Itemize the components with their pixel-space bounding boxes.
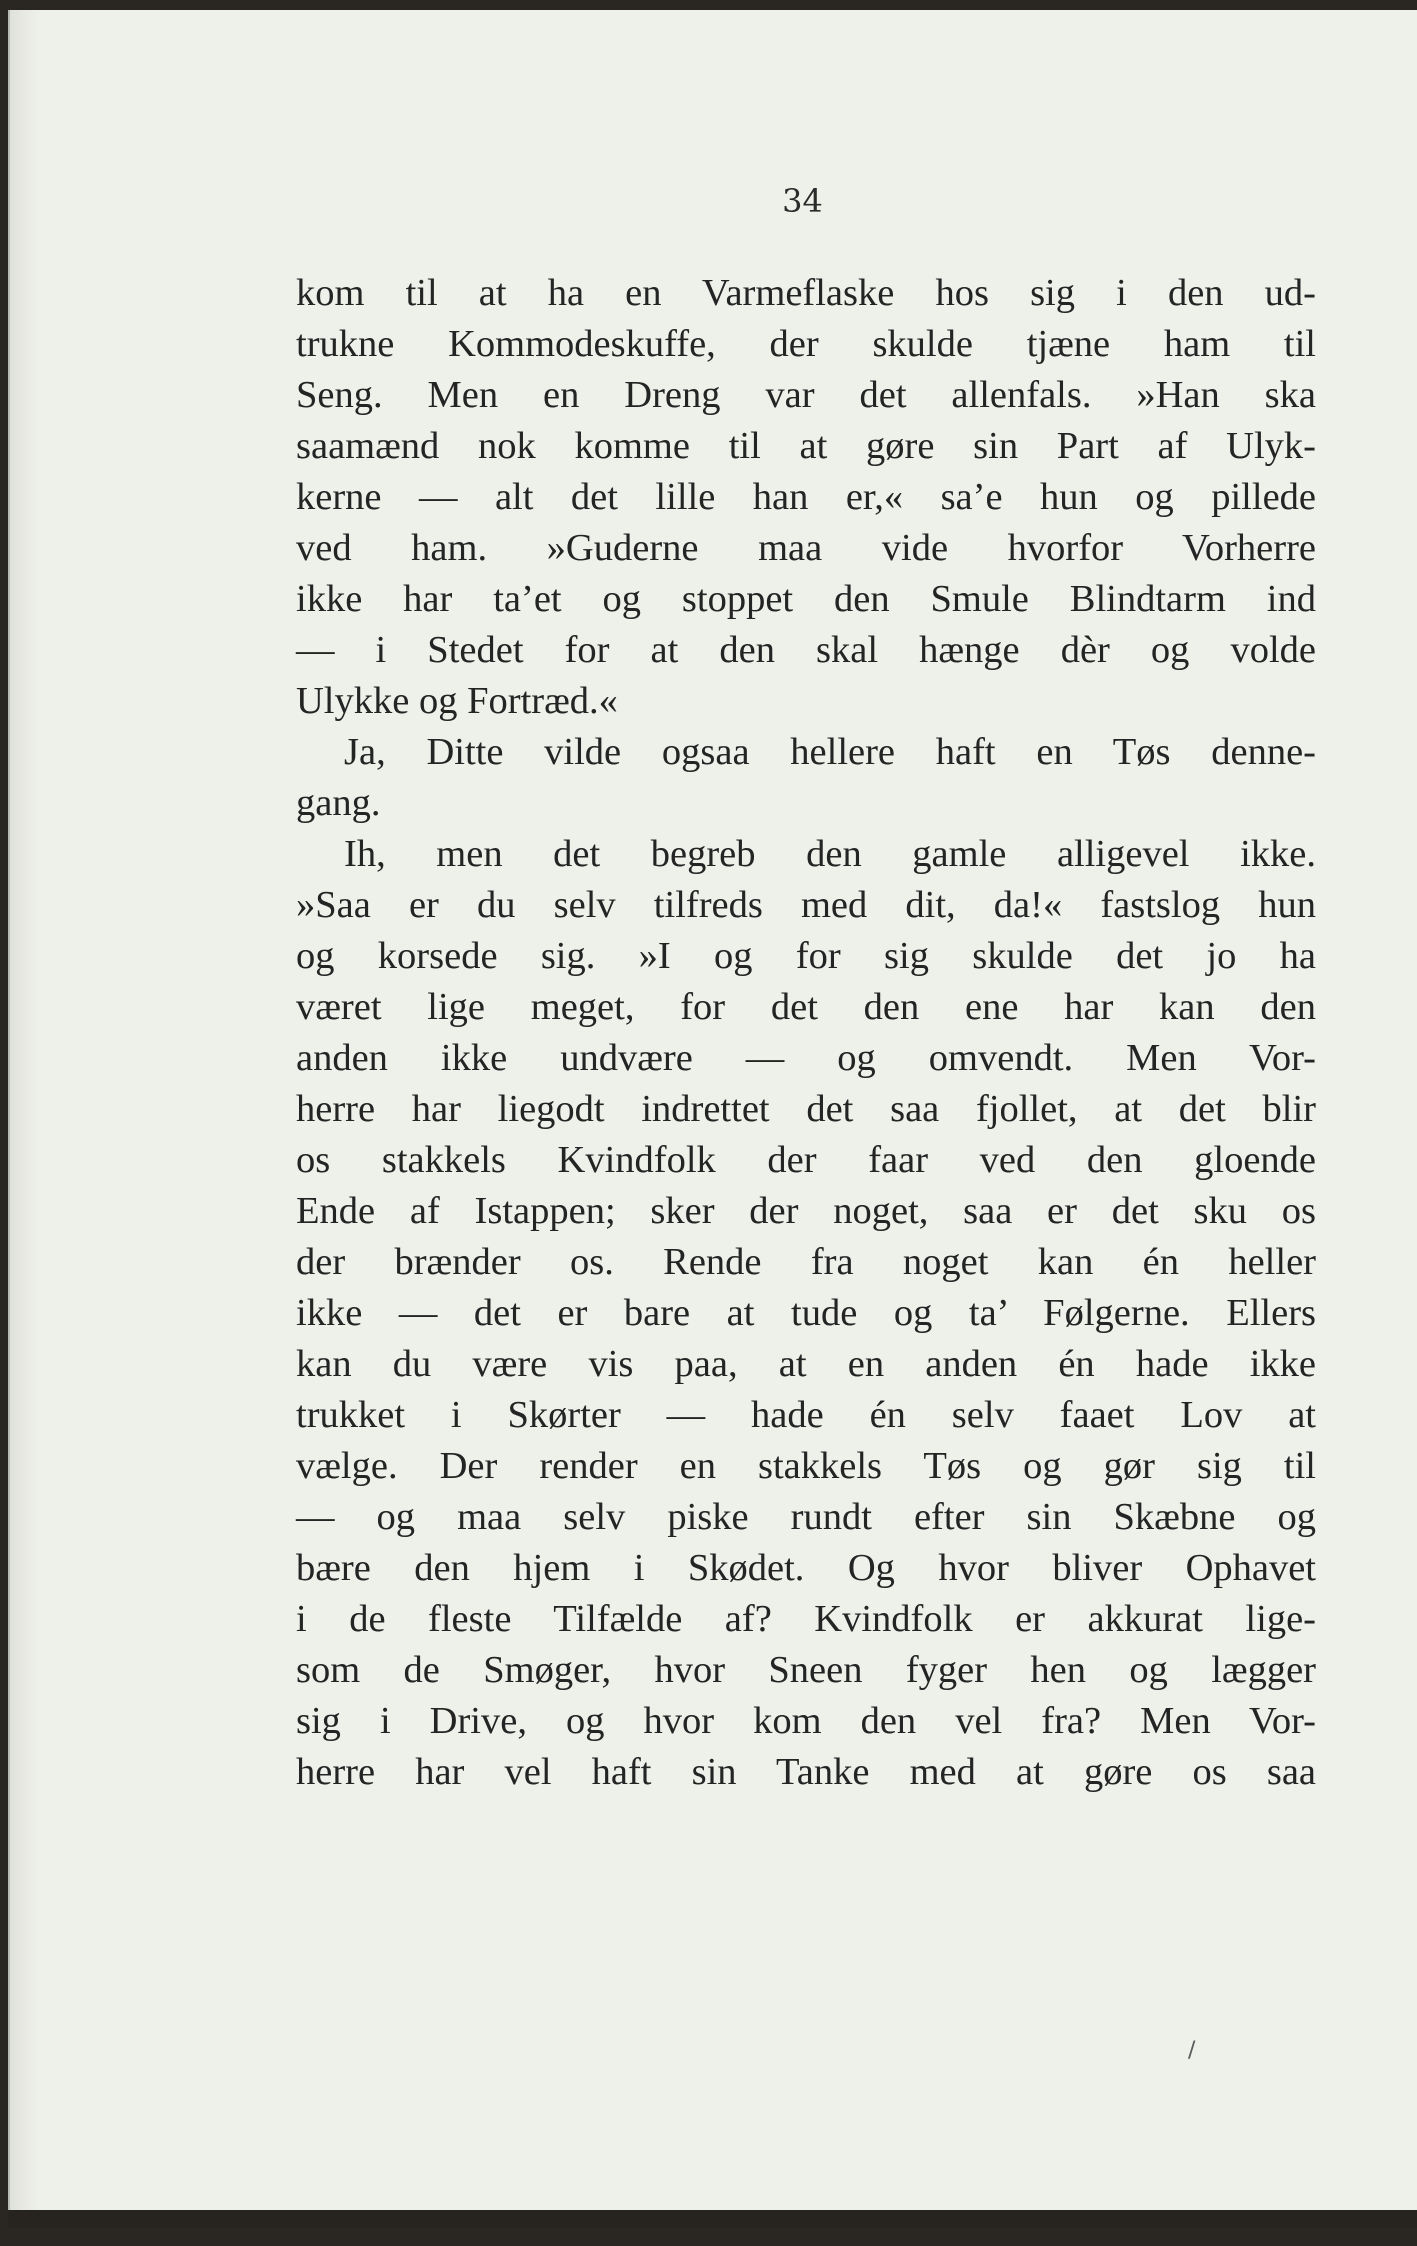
text-line: — i Stedet for at den skal hænge dèr og volde — [296, 629, 1316, 671]
text-line: ikke — det er bare at tude og ta’ Følgerne. Ellers — [296, 1292, 1316, 1334]
text-line: i de fleste Tilfælde af? Kvindfolk er akkurat lige- — [296, 1598, 1316, 1640]
text-line: herre har liegodt indrettet det saa fjollet, at det blir — [296, 1088, 1316, 1130]
text-line: Ih, men det begreb den gamle alligevel ikke. — [344, 833, 1316, 875]
text-line: som de Smøger, hvor Sneen fyger hen og lægger — [296, 1649, 1316, 1691]
text-line: og korsede sig. »I og for sig skulde det jo ha — [296, 935, 1316, 977]
text-line: ved ham. »Guderne maa vide hvorfor Vorherre — [296, 527, 1316, 569]
text-line: kom til at ha en Varmeflaske hos sig i den ud- — [296, 272, 1316, 314]
text-line: kan du være vis paa, at en anden én hade ikke — [296, 1343, 1316, 1385]
text-line: sig i Drive, og hvor kom den vel fra? Men Vor- — [296, 1700, 1316, 1742]
book-page — [8, 10, 1417, 2228]
text-line: anden ikke undvære — og omvendt. Men Vor- — [296, 1037, 1316, 1079]
text-line: Ulykke og Fortræd.« — [296, 680, 618, 722]
text-line: der brænder os. Rende fra noget kan én heller — [296, 1241, 1316, 1283]
page-binding-edge — [8, 10, 40, 2228]
pencil-mark: / — [1188, 2038, 1196, 2063]
text-line: Ende af Istappen; sker der noget, saa er det sku os — [296, 1190, 1316, 1232]
text-line: været lige meget, for det den ene har kan den — [296, 986, 1316, 1028]
text-line: — og maa selv piske rundt efter sin Skæbne og — [296, 1496, 1316, 1538]
text-line: saamænd nok komme til at gøre sin Part af Ulyk- — [296, 425, 1316, 467]
text-line: gang. — [296, 782, 381, 824]
text-line: trukket i Skørter — hade én selv faaet Lov at — [296, 1394, 1316, 1436]
text-line: vælge. Der render en stakkels Tøs og gør sig til — [296, 1445, 1316, 1487]
text-line: herre har vel haft sin Tanke med at gøre os saa — [296, 1751, 1316, 1793]
text-line: trukne Kommodeskuffe, der skulde tjæne ham til — [296, 323, 1316, 365]
text-line: Ja, Ditte vilde ogsaa hellere haft en Tøs denne- — [344, 731, 1316, 773]
text-line: bære den hjem i Skødet. Og hvor bliver Ophavet — [296, 1547, 1316, 1589]
page-bottom-edge — [8, 2210, 1417, 2228]
text-line: kerne — alt det lille han er,« sa’e hun og pillede — [296, 476, 1316, 518]
text-line: os stakkels Kvindfolk der faar ved den gloende — [296, 1139, 1316, 1181]
text-line: »Saa er du selv tilfreds med dit, da!« fastslog hun — [296, 884, 1316, 926]
page-number: 34 — [782, 182, 823, 220]
text-line: Seng. Men en Dreng var det allenfals. »Han ska — [296, 374, 1316, 416]
text-line: ikke har ta’et og stoppet den Smule Blindtarm ind — [296, 578, 1316, 620]
body-text — [296, 268, 1316, 1798]
